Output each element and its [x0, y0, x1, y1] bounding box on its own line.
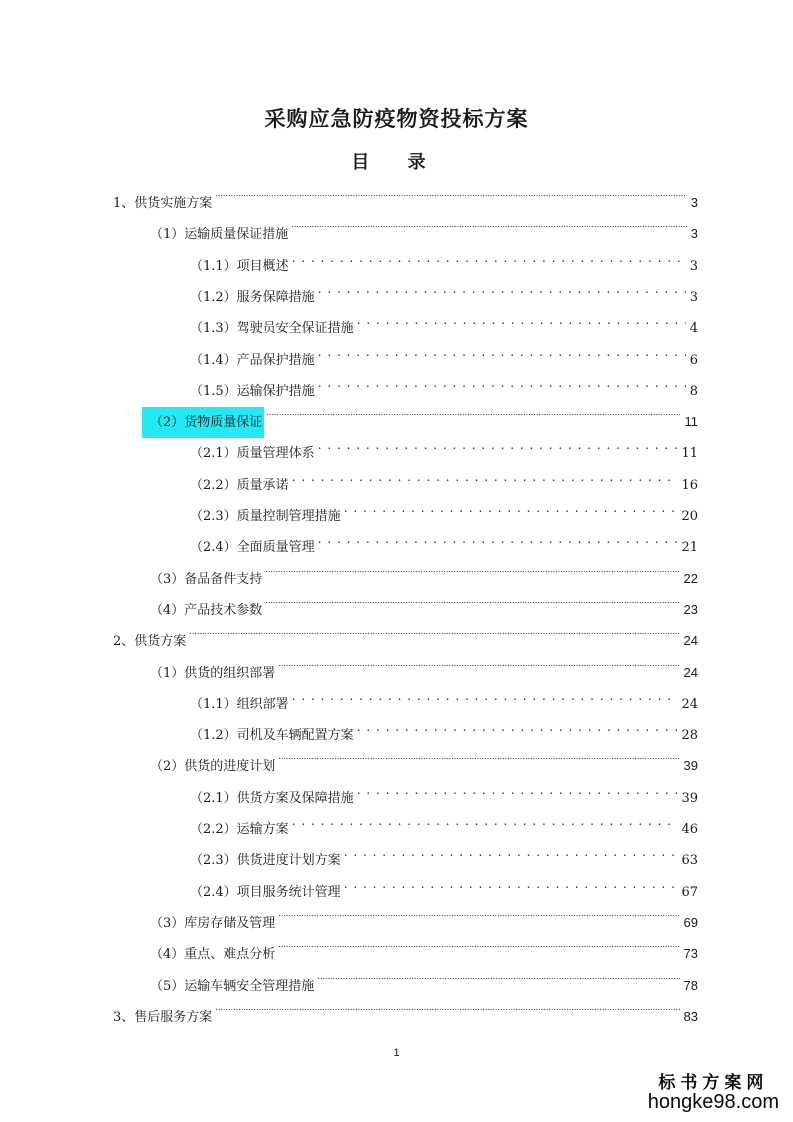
toc-entry-label: （2.1）供货方案及保障措施: [190, 790, 354, 806]
toc-dot-leader: [264, 395, 680, 426]
toc-entry[interactable]: [150, 395, 698, 431]
toc-entry-label: （1.1）组织部署: [190, 696, 289, 712]
toc-dot-leader: [342, 489, 678, 520]
toc-entry-label: （2）货物质量保证: [142, 407, 264, 438]
toc-entry-page: 16: [681, 477, 698, 493]
toc-entry-label: （2.2）质量承诺: [190, 477, 289, 493]
toc-entry[interactable]: [190, 364, 698, 399]
toc-entry-page: 11: [684, 414, 698, 430]
toc-heading: 目 录: [351, 152, 442, 173]
toc-dot-leader: [315, 959, 679, 990]
toc-entry[interactable]: [190, 458, 698, 493]
toc-entry[interactable]: [190, 865, 698, 900]
toc-entry-label: （1.2）服务保障措施: [190, 289, 315, 305]
toc-entry-page: 67: [681, 884, 698, 900]
toc-entry-label: （1）运输质量保证措施: [150, 227, 289, 243]
toc-entry-label: （1）供货的组织部署: [150, 665, 276, 681]
toc-entry[interactable]: [150, 646, 698, 681]
toc-dot-leader: [290, 802, 678, 833]
toc-dot-leader: [213, 176, 686, 207]
toc-entry-page: 83: [683, 1008, 698, 1024]
toc-dot-leader: [276, 646, 679, 677]
document-title: 采购应急防疫物资投标方案: [264, 107, 529, 131]
toc-entry-page: 39: [681, 790, 698, 806]
toc-entry-label: （2）供货的进度计划: [150, 759, 276, 775]
toc-dot-leader: [213, 990, 679, 1021]
toc-entry-label: （3）备品备件支持: [150, 571, 263, 587]
toc-entry-label: （5）运输车辆安全管理措施: [150, 978, 315, 994]
toc-entry-page: 20: [681, 509, 698, 524]
toc-entry-label: （1.1）项目概述: [190, 258, 289, 274]
toc-entry-page: 24: [683, 664, 698, 680]
toc-entry[interactable]: [190, 301, 698, 337]
toc-dot-leader: [290, 239, 686, 270]
toc-entry[interactable]: [113, 614, 698, 650]
toc-entry-page: 11: [681, 446, 698, 462]
toc-entry[interactable]: [190, 333, 698, 368]
toc-dot-leader: [316, 520, 678, 551]
toc-dot-leader: [355, 771, 678, 802]
toc-entry-page: 63: [681, 853, 698, 869]
toc-entry-page: 3: [690, 195, 698, 210]
toc-dot-leader: [316, 364, 686, 395]
toc-entry[interactable]: [113, 176, 698, 211]
toc-entry-page: 8: [689, 383, 698, 399]
toc-entry[interactable]: [190, 426, 698, 462]
toc-entry[interactable]: [150, 739, 698, 775]
toc-entry[interactable]: [150, 959, 698, 994]
toc-entry[interactable]: [190, 802, 698, 837]
toc-entry-page: 24: [683, 633, 698, 649]
toc-entry-page: 4: [689, 321, 698, 337]
toc-entry-page: 3: [690, 226, 698, 242]
toc-entry-label: （4）重点、难点分析: [150, 947, 276, 963]
toc-entry[interactable]: [150, 552, 698, 587]
toc-entry[interactable]: [150, 583, 698, 618]
toc-entry-page: 3: [689, 289, 698, 305]
toc-entry[interactable]: [190, 520, 698, 556]
toc-entry[interactable]: [190, 239, 698, 274]
watermark: [648, 1068, 779, 1114]
toc-entry-page: 78: [683, 977, 698, 993]
watermark-url: hongke98.com: [647, 1091, 779, 1113]
toc-entry-label: （4）产品技术参数: [150, 602, 263, 618]
toc-entry-label: 2、供货方案: [113, 634, 187, 650]
toc-entry-label: 1、供货实施方案: [113, 196, 213, 211]
toc-dot-leader: [316, 333, 686, 364]
toc-entry-label: （2.3）供货进度计划方案: [190, 853, 341, 869]
toc-dot-leader: [276, 739, 679, 770]
toc-entry-page: 69: [683, 914, 698, 930]
toc-entry[interactable]: [113, 990, 698, 1025]
toc-dot-leader: [187, 614, 679, 645]
toc-entry[interactable]: [150, 896, 698, 931]
toc-dot-leader: [276, 927, 679, 958]
toc-entry-label: 3、售后服务方案: [113, 1009, 213, 1025]
toc-dot-leader: [342, 865, 678, 896]
toc-entry-page: 21: [681, 540, 698, 556]
toc-dot-leader: [316, 426, 678, 457]
toc-dot-leader: [290, 458, 678, 489]
toc-entry[interactable]: [190, 677, 698, 712]
toc-entry-label: （1.5）运输保护措施: [190, 383, 315, 399]
toc-entry[interactable]: [190, 489, 698, 524]
toc-entry-label: （2.1）质量管理体系: [190, 446, 315, 462]
toc-entry-page: 6: [689, 352, 698, 368]
toc-dot-leader: [316, 270, 686, 301]
toc-entry-label: （1.3）驾驶员安全保证措施: [190, 321, 354, 337]
toc-dot-leader: [276, 896, 679, 927]
toc-dot-leader: [289, 207, 686, 238]
watermark-name: 标书方案网: [658, 1073, 769, 1093]
toc-dot-leader: [355, 708, 678, 739]
toc-entry-page: 73: [683, 946, 698, 962]
toc-entry-page: 24: [681, 696, 698, 712]
toc-entry[interactable]: [190, 708, 698, 744]
toc-entry-label: （2.4）全面质量管理: [190, 540, 315, 556]
toc-entry-page: 28: [681, 728, 698, 744]
toc-entry-page: 3: [689, 258, 698, 274]
toc-entry-page: 22: [683, 570, 698, 586]
toc-dot-leader: [290, 677, 678, 708]
toc-dot-leader: [263, 552, 679, 583]
toc-entry-label: （3）库房存储及管理: [150, 915, 276, 931]
toc-dot-leader: [263, 583, 679, 614]
toc-entry[interactable]: [190, 270, 698, 305]
toc-entry-page: 46: [681, 822, 698, 837]
toc-dot-leader: [355, 301, 686, 332]
toc-entry-label: （2.2）运输方案: [190, 822, 289, 837]
toc-entry[interactable]: [190, 771, 698, 806]
toc-entry[interactable]: [190, 833, 698, 869]
toc-entry-page: 39: [683, 758, 698, 774]
toc-entry[interactable]: [150, 927, 698, 963]
toc-entry-page: 23: [683, 601, 698, 617]
page-number: 1: [393, 1047, 400, 1059]
toc-entry-label: （2.4）项目服务统计管理: [190, 884, 341, 900]
toc-entry-label: （2.3）质量控制管理措施: [190, 509, 341, 524]
toc-dot-leader: [342, 833, 678, 864]
toc-entry[interactable]: [150, 207, 698, 243]
toc-entry-label: （1.4）产品保护措施: [190, 352, 315, 368]
toc-entry-label: （1.2）司机及车辆配置方案: [190, 728, 354, 744]
